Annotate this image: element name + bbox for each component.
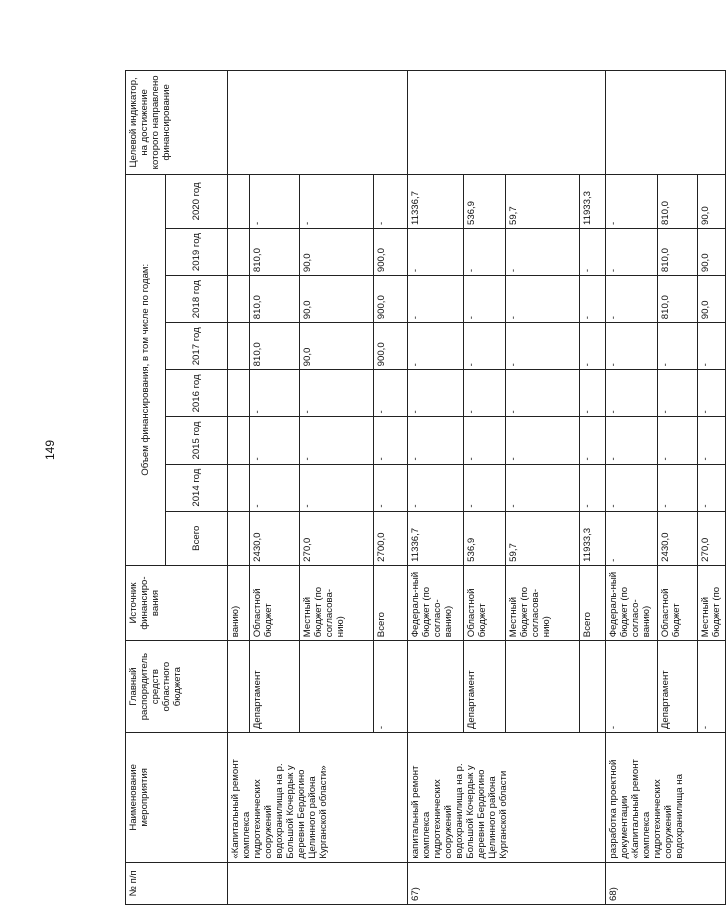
- header-year-2014: 2014 год: [166, 464, 228, 511]
- value-2017: 810,0: [250, 323, 300, 370]
- value-2019: -: [464, 229, 506, 276]
- value-total: [228, 511, 250, 565]
- table-row: [408, 71, 464, 905]
- value-2015: -: [408, 417, 464, 464]
- measure-name: капитальный ремонт комплекса гидротехнических сооружений водохранилища на р. Большой Кочердык у деревни Бердюгино Целинного района Курганской области: [408, 733, 606, 863]
- value-2016: -: [300, 370, 374, 417]
- value-2014: -: [506, 464, 580, 511]
- rotated-page-content: [125, 70, 723, 905]
- table-row: [606, 71, 658, 905]
- value-2020: 11336,7: [408, 174, 464, 228]
- value-2016: -: [374, 370, 408, 417]
- table-row: [228, 71, 250, 905]
- executor-cell: Департамент: [250, 641, 300, 733]
- value-2015: -: [506, 417, 580, 464]
- value-2014: -: [374, 464, 408, 511]
- value-2017: -: [698, 323, 726, 370]
- source-cell: Всего: [580, 565, 606, 640]
- header-executor: Главный распорядитель средств областного бюджета: [126, 641, 228, 733]
- value-2018: -: [506, 276, 580, 323]
- value-2019: -: [506, 229, 580, 276]
- header-year-2019: 2019 год: [166, 229, 228, 276]
- value-2017: -: [658, 323, 698, 370]
- row-number: [228, 862, 408, 904]
- value-2019: 90,0: [698, 229, 726, 276]
- executor-cell: -: [606, 641, 658, 733]
- value-2018: -: [408, 276, 464, 323]
- executor-cell: -: [374, 641, 408, 733]
- value-2016: -: [250, 370, 300, 417]
- value-total: 2430,0: [250, 511, 300, 565]
- indicator-cell: [408, 71, 606, 175]
- value-2014: -: [606, 464, 658, 511]
- value-2014: -: [580, 464, 606, 511]
- value-2015: -: [250, 417, 300, 464]
- value-2019: -: [408, 229, 464, 276]
- value-total: 536,9: [464, 511, 506, 565]
- measure-name: разработка проектной документации «Капитальный ремонт комплекса гидротехнических сооружений водохранилища на: [606, 733, 726, 863]
- value-2017: -: [506, 323, 580, 370]
- value-2020: -: [606, 174, 658, 228]
- value-2014: -: [698, 464, 726, 511]
- row-number: 67): [408, 862, 606, 904]
- executor-cell: [580, 641, 606, 733]
- header-indicator: Целевой индикатор, на достижение которого направлено финансирование: [126, 71, 228, 175]
- value-2018: 810,0: [250, 276, 300, 323]
- value-2015: -: [300, 417, 374, 464]
- indicator-cell: [606, 71, 726, 175]
- value-2017: -: [606, 323, 658, 370]
- source-cell: Областной бюджет: [464, 565, 506, 640]
- source-cell: Федераль-ный бюджет (по согласо-ванию): [408, 565, 464, 640]
- indicator-cell: [228, 71, 408, 175]
- value-2017: 90,0: [300, 323, 374, 370]
- value-2018: 900,0: [374, 276, 408, 323]
- source-cell: Всего: [374, 565, 408, 640]
- header-total: Всего: [166, 511, 228, 565]
- header-source: Источник финансиро-вания: [126, 565, 228, 640]
- value-2014: -: [250, 464, 300, 511]
- value-2017: 900,0: [374, 323, 408, 370]
- value-2015: -: [698, 417, 726, 464]
- value-2014: -: [658, 464, 698, 511]
- value-2020: 59,7: [506, 174, 580, 228]
- value-2020: -: [250, 174, 300, 228]
- value-2017: -: [464, 323, 506, 370]
- value-2020: 536,9: [464, 174, 506, 228]
- header-year-2016: 2016 год: [166, 370, 228, 417]
- row-number: 68): [606, 862, 726, 904]
- value-2018: -: [580, 276, 606, 323]
- header-name: Наименование мероприятия: [126, 733, 228, 863]
- value-total: 59,7: [506, 511, 580, 565]
- source-cell: Местный бюджет (по согласова-нию): [506, 565, 580, 640]
- value-2015: [228, 417, 250, 464]
- value-2019: -: [580, 229, 606, 276]
- value-2019: 810,0: [250, 229, 300, 276]
- value-2014: [228, 464, 250, 511]
- value-2018: -: [606, 276, 658, 323]
- value-total: 11336,7: [408, 511, 464, 565]
- executor-cell: Департамент: [658, 641, 698, 733]
- value-2018: 810,0: [658, 276, 698, 323]
- executor-cell: -: [698, 641, 726, 733]
- value-2020: 90,0: [698, 174, 726, 228]
- value-total: -: [606, 511, 658, 565]
- value-2020: 810,0: [658, 174, 698, 228]
- header-year-2017: 2017 год: [166, 323, 228, 370]
- executor-cell: [506, 641, 580, 733]
- page-number: 149: [43, 439, 57, 461]
- executor-cell: [408, 641, 464, 733]
- executor-cell: Департамент: [464, 641, 506, 733]
- value-total: 270,0: [300, 511, 374, 565]
- value-2017: -: [580, 323, 606, 370]
- value-total: 270,0: [698, 511, 726, 565]
- value-2014: -: [300, 464, 374, 511]
- value-2019: 810,0: [658, 229, 698, 276]
- value-2014: -: [464, 464, 506, 511]
- value-total: 2700,0: [374, 511, 408, 565]
- value-2020: [228, 174, 250, 228]
- value-2015: -: [606, 417, 658, 464]
- value-2019: -: [606, 229, 658, 276]
- value-2016: -: [464, 370, 506, 417]
- value-2017: [228, 323, 250, 370]
- header-no: № п/п: [126, 862, 228, 904]
- source-cell: ванию): [228, 565, 250, 640]
- value-2016: -: [506, 370, 580, 417]
- header-total-group: Объем финансирования, в том числе по годам:: [126, 174, 166, 565]
- financing-table: [125, 70, 726, 905]
- value-2016: [228, 370, 250, 417]
- value-2020: -: [300, 174, 374, 228]
- header-year-2018: 2018 год: [166, 276, 228, 323]
- executor-cell: [300, 641, 374, 733]
- value-total: 2430,0: [658, 511, 698, 565]
- source-cell: Местный бюджет (по: [698, 565, 726, 640]
- value-2019: 90,0: [300, 229, 374, 276]
- value-2019: 900,0: [374, 229, 408, 276]
- source-cell: Местный бюджет (по согласова-нию): [300, 565, 374, 640]
- measure-name: «Капитальный ремонт комплекса гидротехнических сооружений водохранилища на р. Большой Кочердык у деревни Бердюгино Целинного района Курганской области»: [228, 733, 408, 863]
- source-cell: Федераль-ный бюджет (по согласо-ванию): [606, 565, 658, 640]
- value-2018: [228, 276, 250, 323]
- value-2019: [228, 229, 250, 276]
- value-2018: -: [464, 276, 506, 323]
- value-2016: -: [580, 370, 606, 417]
- value-2016: -: [408, 370, 464, 417]
- value-2015: -: [580, 417, 606, 464]
- header-year-2015: 2015 год: [166, 417, 228, 464]
- source-cell: Областной бюджет: [250, 565, 300, 640]
- value-2018: 90,0: [300, 276, 374, 323]
- value-2020: -: [374, 174, 408, 228]
- value-2015: -: [374, 417, 408, 464]
- value-total: 11933,3: [580, 511, 606, 565]
- source-cell: Областной бюджет: [658, 565, 698, 640]
- executor-cell: [228, 641, 250, 733]
- value-2016: -: [658, 370, 698, 417]
- value-2017: -: [408, 323, 464, 370]
- value-2018: 90,0: [698, 276, 726, 323]
- value-2020: 11933,3: [580, 174, 606, 228]
- value-2015: -: [464, 417, 506, 464]
- value-2016: -: [698, 370, 726, 417]
- header-year-2020: 2020 год: [166, 174, 228, 228]
- value-2016: -: [606, 370, 658, 417]
- value-2015: -: [658, 417, 698, 464]
- value-2014: -: [408, 464, 464, 511]
